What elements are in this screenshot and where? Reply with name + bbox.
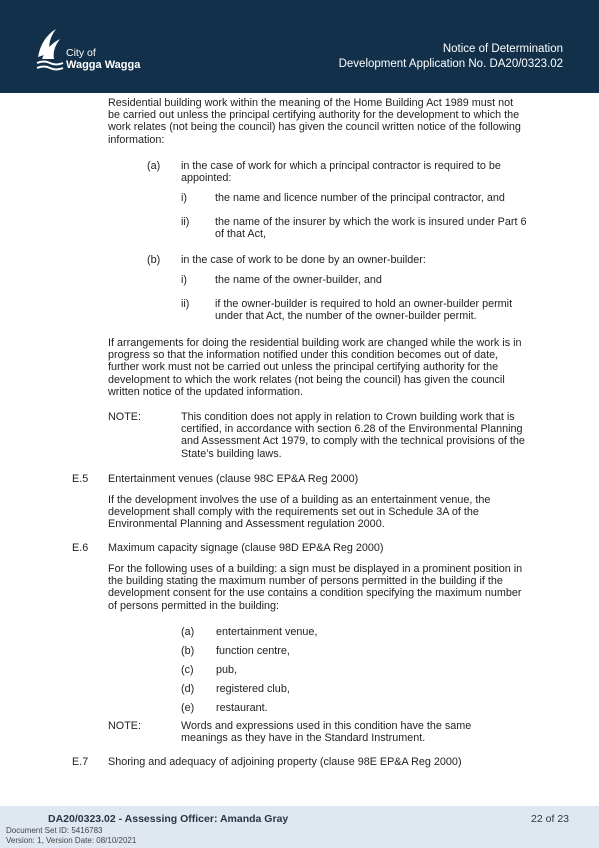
note-2-text: Words and expressions used in this condition have the same meanings as they have in the Standard Instrument. (181, 720, 472, 745)
page-header (0, 0, 599, 93)
item-b-i-label: i) (181, 274, 187, 286)
use-label: (b) (181, 645, 195, 657)
use-text: entertainment venue, (216, 626, 318, 638)
note-1-label: NOTE: (108, 411, 141, 423)
intro-paragraph: Residential building work within the meaning of the Home Building Act 1989 must not be carried out unless the principal certifying authority for the development to which the work relates (not being the council) has given the council written notice of the following information: (108, 97, 521, 146)
use-text: function centre, (216, 645, 290, 657)
use-text: restaurant. (216, 702, 268, 714)
council-name (66, 47, 140, 71)
condition-e7-number: E.7 (72, 756, 89, 768)
item-b-text: in the case of work to be done by an owner-builder: (181, 254, 426, 266)
use-label: (c) (181, 664, 194, 676)
document-reference: Development Application No. DA20/0323.02 (338, 57, 563, 70)
document-heading (339, 42, 563, 71)
item-a-ii-label: ii) (181, 216, 190, 228)
item-a-ii-text: the name of the insurer by which the work is insured under Part 6 of that Act, (215, 216, 527, 241)
council-logo-icon (36, 27, 64, 71)
note-1-text: This condition does not apply in relation to Crown building work that is certified, in accordance with section 6.28 of the Environmental Planning and Assessment Act 1979, to comply with the technical provisions of the State’s building laws. (181, 411, 525, 460)
arrangements-paragraph: If arrangements for doing the residential building work are changed while the work is in progress so that the information notified under this condition becomes out of date, further work must not be carried out unless the principal certifying authority for the development to which the work relates (not being the council) has given the council written notice of the updated information. (108, 337, 522, 398)
page-number: 22 of 23 (531, 813, 569, 825)
condition-e6-text: For the following uses of a building: a sign must be displayed in a prominent position in the building stating the maximum number of persons permitted in the building if the development consent for the use contains a condition specifying the maximum number of persons permitted in the building: (108, 563, 523, 612)
use-label: (d) (181, 683, 195, 695)
item-a-i-label: i) (181, 192, 187, 204)
use-text: pub, (216, 664, 238, 676)
council-name-line1: City of (66, 47, 96, 59)
condition-e5-text: If the development involves the use of a building as an entertainment venue, the development shall comply with the requirements set out in Schedule 3A of the Environmental Planning and Assessment regulation 2000. (108, 494, 491, 531)
use-label: (e) (181, 702, 195, 714)
use-text: registered club, (216, 683, 290, 695)
document-title: Notice of Determination (442, 43, 563, 55)
note-2-label: NOTE: (108, 720, 141, 732)
item-a-i-text: the name and licence number of the principal contractor, and (215, 192, 505, 204)
footer-officer-line: DA20/0323.02 - Assessing Officer: Amanda Gray (48, 813, 289, 825)
council-name-line2: Wagga Wagga (66, 59, 141, 71)
condition-e6-title: Maximum capacity signage (clause 98D EP&A Reg 2000) (108, 542, 384, 554)
condition-e5-number: E.5 (72, 473, 89, 485)
use-label: (a) (181, 626, 195, 638)
condition-e5-title: Entertainment venues (clause 98C EP&A Reg 2000) (108, 473, 359, 485)
document-set-id: Document Set ID: 5416783 (6, 826, 103, 835)
item-b-label: (b) (147, 254, 161, 266)
document-version: Version: 1, Version Date: 08/10/2021 (6, 836, 137, 845)
condition-e6-number: E.6 (72, 542, 89, 554)
item-a-text: in the case of work for which a principal contractor is required to be appointed: (181, 160, 501, 185)
condition-e7-title: Shoring and adequacy of adjoining property (clause 98E EP&A Reg 2000) (108, 756, 462, 768)
item-b-i-text: the name of the owner-builder, and (215, 274, 382, 286)
item-b-ii-text: if the owner-builder is required to hold an owner-builder permit under that Act, the number of the owner-builder permit. (215, 298, 513, 323)
item-b-ii-label: ii) (181, 298, 190, 310)
item-a-label: (a) (147, 160, 161, 172)
